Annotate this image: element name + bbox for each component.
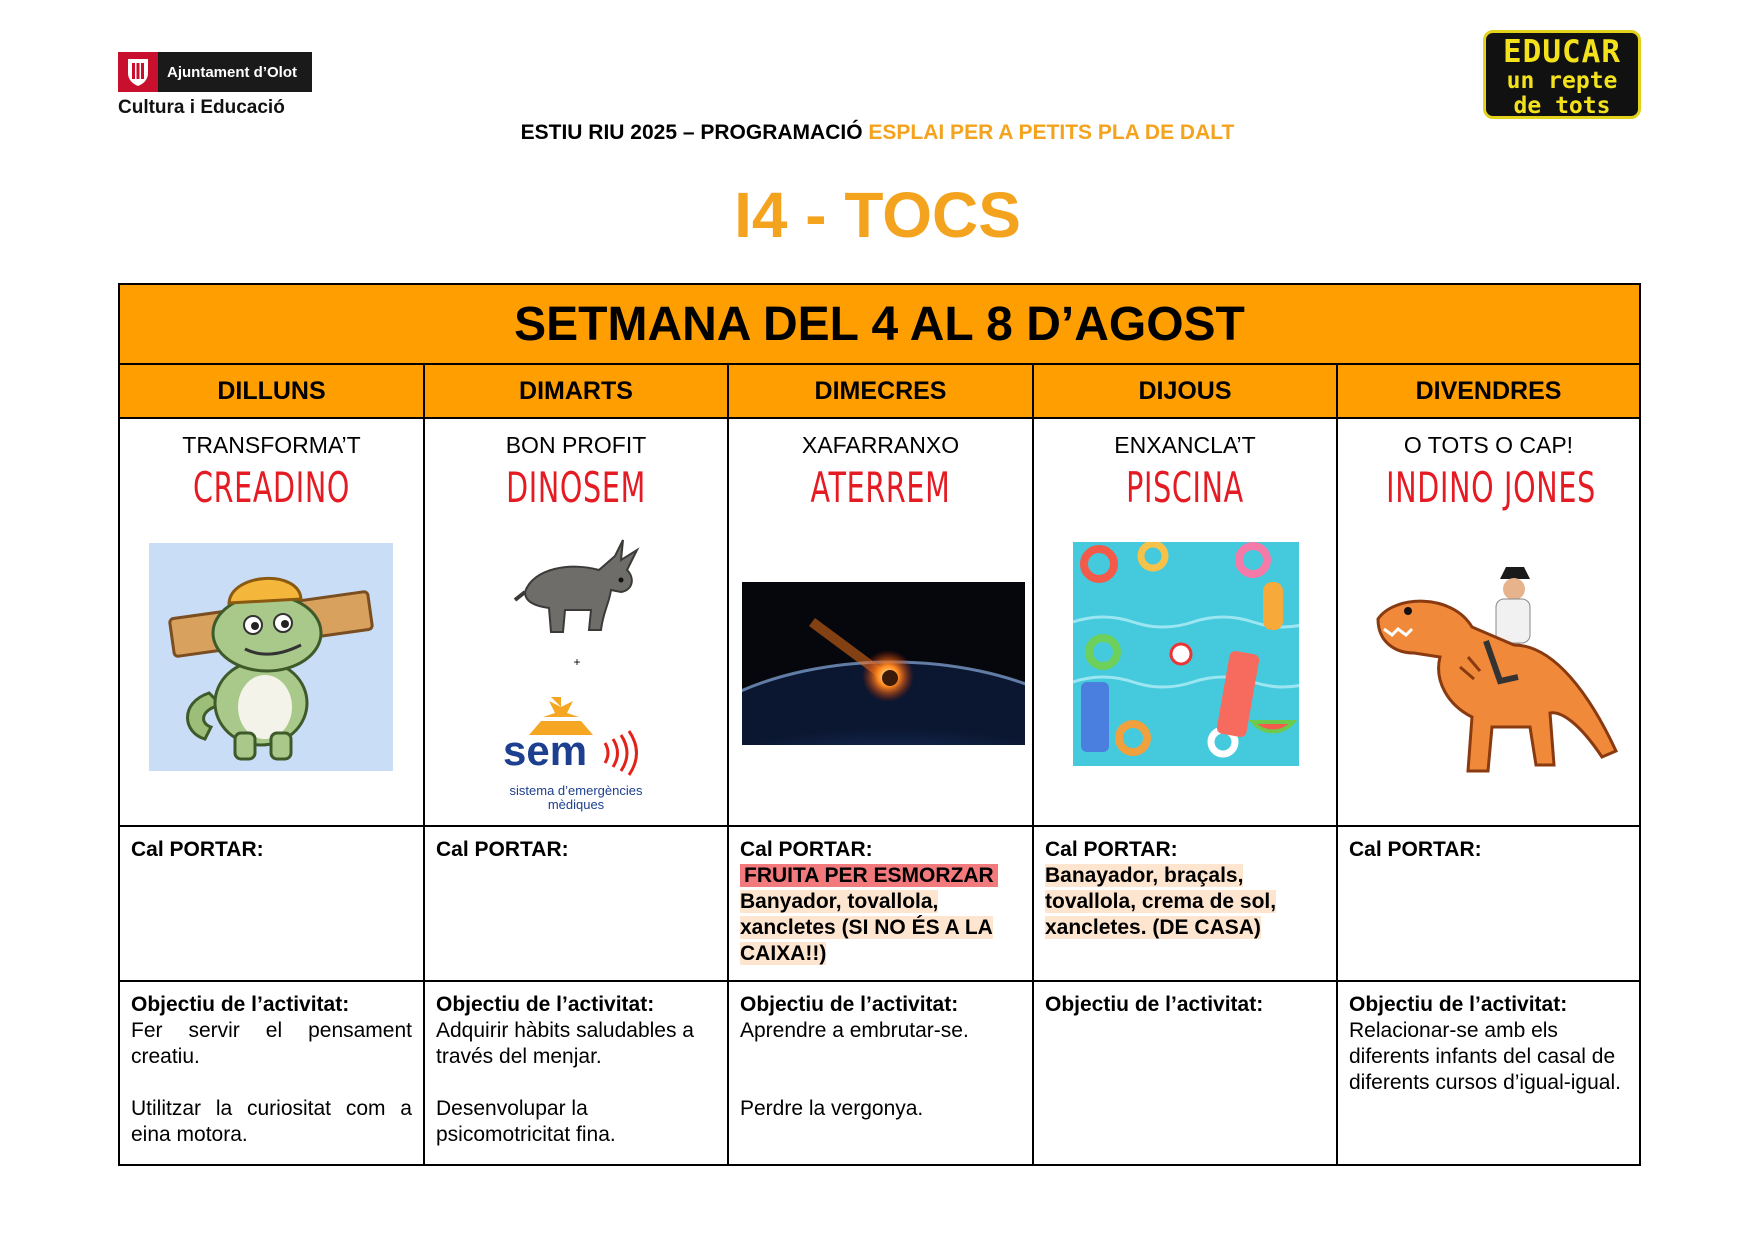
department-name: Cultura i Educació: [118, 97, 285, 118]
bring-row: [120, 827, 1639, 982]
activity-name: ATERREM: [810, 463, 951, 512]
activities-row: [120, 419, 1639, 827]
bring-label: Cal PORTAR:: [1045, 838, 1178, 861]
objective-label: Objectiu de l’activitat:: [1349, 993, 1568, 1016]
pool-floats-image: [1073, 542, 1299, 771]
bring-cell-friday: [1338, 827, 1639, 980]
objective-text: Aprendre a embrutar-se.: [740, 1019, 969, 1042]
bring-line: tovallola, crema de sol,: [1045, 890, 1277, 913]
bring-line: Banyador, tovallola,: [740, 890, 939, 913]
program-prefix: ESTIU RIU 2025 – PROGRAMACIÓ: [520, 121, 869, 144]
educar-logo-line2: un repte: [1506, 68, 1618, 94]
day-header-thursday: DIJOUS: [1034, 365, 1338, 417]
bring-cell-monday: [120, 827, 425, 980]
objective-text: Relacionar-se amb els diferents infants del casal de diferents cursos d’igual-igual.: [1349, 1019, 1621, 1094]
svg-text:sem: sem: [503, 727, 588, 774]
objective-text: Desenvolupar la psicomotricitat fina.: [436, 1097, 616, 1146]
activity-theme: BON PROFIT: [505, 432, 647, 458]
objectives-row: [120, 982, 1639, 1164]
objective-label: Objectiu de l’activitat:: [436, 993, 655, 1016]
schedule-table: [118, 283, 1641, 1166]
activity-theme: XAFARRANXO: [801, 432, 960, 458]
program-highlight: ESPLAI PER A PETITS PLA DE DALT: [868, 121, 1235, 144]
activity-name: PISCINA: [1126, 463, 1244, 512]
sem-logo: [481, 695, 671, 812]
educar-logo-line3: de tots: [1513, 93, 1611, 119]
activity-cell-friday: [1338, 419, 1639, 825]
logo-bar: [118, 52, 312, 92]
activity-name: DINOSEM: [506, 463, 646, 512]
objective-cell-wednesday: [729, 982, 1034, 1164]
plus-sign: +: [573, 655, 581, 669]
bring-line: CAIXA!!): [740, 942, 827, 965]
activity-name: CREADINO: [192, 463, 351, 512]
activity-cell-tuesday: [425, 419, 729, 825]
group-title: I4 - TOCS: [734, 179, 1021, 251]
educar-logo: [1483, 30, 1641, 119]
dinosaur-builder-image: [149, 543, 393, 776]
activity-theme: TRANSFORMA’T: [182, 432, 361, 458]
day-header-tuesday: DIMARTS: [425, 365, 729, 417]
objective-text: Utilitzar la curiositat com a eina motora.: [131, 1097, 412, 1146]
explorer-trex-image: [1364, 545, 1618, 786]
sem-logo-line2: mèdiques: [547, 797, 605, 812]
bring-fruit-highlight: FRUITA PER ESMORZAR: [740, 864, 998, 887]
educar-logo-line1: EDUCAR: [1503, 34, 1621, 70]
bring-label: Cal PORTAR:: [131, 838, 264, 861]
activity-cell-wednesday: [729, 419, 1034, 825]
program-header: [0, 121, 1755, 145]
objective-text: Perdre la vergonya.: [740, 1097, 924, 1120]
days-row: [120, 365, 1639, 419]
activity-name: INDINO JONES: [1386, 463, 1596, 512]
bring-line: xancletes. (DE CASA): [1045, 916, 1261, 939]
triceratops-image: [513, 530, 647, 645]
day-header-friday: DIVENDRES: [1415, 376, 1562, 405]
activity-cell-monday: [120, 419, 425, 825]
objective-cell-friday: [1338, 982, 1639, 1164]
olot-shield-icon: [118, 52, 158, 92]
bring-label: Cal PORTAR:: [436, 838, 569, 861]
objective-cell-monday: [120, 982, 425, 1164]
bring-label: Cal PORTAR:: [740, 838, 873, 861]
objective-cell-tuesday: [425, 982, 729, 1164]
meteor-earth-image: [742, 582, 1025, 750]
objective-cell-thursday: [1034, 982, 1338, 1164]
sem-logo-line1: sistema d’emergències: [509, 783, 643, 798]
bring-line: xancletes (SI NO ÉS A LA: [740, 916, 993, 939]
day-header-monday: DILLUNS: [120, 365, 425, 417]
bring-cell-thursday: [1034, 827, 1338, 980]
ajuntament-olot-logo: [118, 52, 312, 119]
week-title: SETMANA DEL 4 AL 8 D’AGOST: [120, 285, 1639, 365]
activity-theme: ENXANCLA’T: [1114, 432, 1256, 458]
objective-text: Adquirir hàbits saludables a través del menjar.: [436, 1019, 694, 1068]
bring-line: Banayador, braçals,: [1045, 864, 1244, 887]
activity-cell-thursday: [1034, 419, 1338, 825]
bring-cell-wednesday: [729, 827, 1034, 980]
objective-label: Objectiu de l’activitat:: [131, 993, 350, 1016]
objective-text: Fer servir el pensament creatiu.: [131, 1019, 412, 1068]
day-header-wednesday: DIMECRES: [729, 365, 1034, 417]
bring-cell-tuesday: [425, 827, 729, 980]
bring-label: Cal PORTAR:: [1349, 838, 1482, 861]
activity-theme: O TOTS O CAP!: [1403, 432, 1574, 458]
objective-label: Objectiu de l’activitat:: [1045, 993, 1264, 1016]
objective-label: Objectiu de l’activitat:: [740, 993, 959, 1016]
org-name: Ajuntament d’Olot: [167, 63, 297, 81]
